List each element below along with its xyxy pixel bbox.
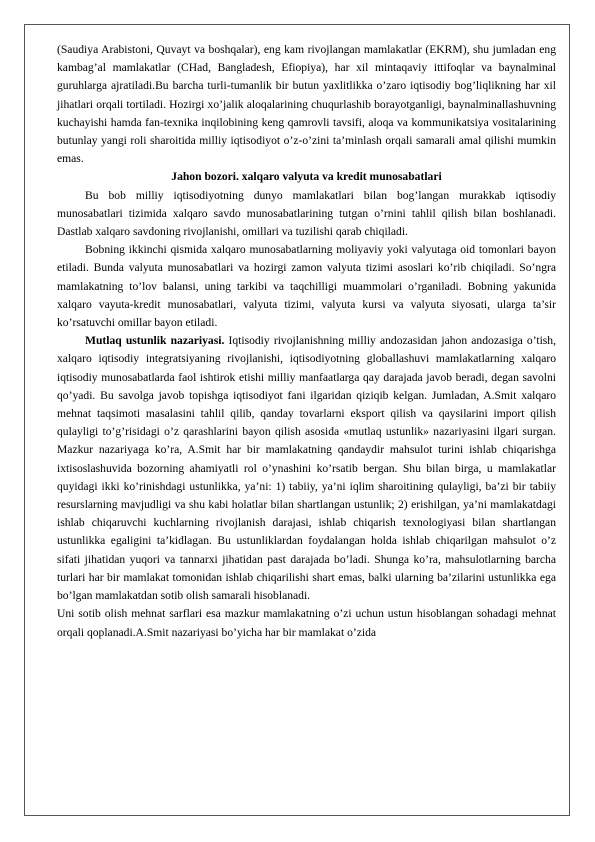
- term-absolute-advantage: Mutlaq ustunlik nazariyasi.: [85, 334, 225, 348]
- paragraph-continuation: Uni sotib olish mehnat sarflari esa mazkur mamlakatning o’zi uchun ustun hisoblangan sohadagi mehnat orqali qoplanadi.A.Smit nazariyasi bo’yicha har bir mamlakat o’zida: [57, 607, 556, 639]
- paragraph-chapter-second-part: Bobning ikkinchi qismida xalqaro munosabatlarning moliyaviy yoki valyutaga oid tomonlari bayon etiladi. Bunda valyuta munosabatlari va hozirgi zamon valyuta tizimi asoslari ko’rib chiqiladi. So’ngra mamlakatning to’lov balansi, uning tarkibi va taqchilligi muammolari o’rganiladi. Bobning yakunida xalqaro vayuta-kredit munosabatlari, valyuta tizimi, valyuta kursi va valyuta siyosati, ularga ta’sir ko’rsatuvchi omillar bayon etiladi.: [57, 243, 556, 330]
- paragraph-intro: (Saudiya Arabistoni, Quvayt va boshqalar), eng kam rivojlangan mamlakatlar (EKRM), shu jumladan eng kambag’al mamlakatlar (CHad, Bangladesh, Efiopiya), har xil mintaqaviy ittifoqlar va baynalminal guruhlarga ajratiladi.Bu barcha turli-tumanlik bir butun yaxlitlikka o’zaro iqtisodiy bog’liqlikning har xil jihatlari orqali tortiladi. Hozirgi xo’jalik aloqalarining chuqurlashib borayotganligi, baynalminallashuvning kuchayishi hamda fan-texnika inqilobining keng qamrovli tavsifi, aloqa va kommunikatsiya vositalarining butunlay yangi roli sharoitida milliy iqtisodiyot o’z-o’zini ta’minlash orqali samarali amal qilishi mumkin emas.: [57, 43, 556, 166]
- paragraph-absolute-advantage: [57, 332, 556, 605]
- section-heading: Jahon bozori. xalqaro valyuta va kredit munosabatlari: [171, 170, 442, 184]
- paragraph-chapter-overview: Bu bob milliy iqtisodiyotning dunyo mamlakatlari bilan bog’langan murakkab iqtisodiy munosabatlari tizimida xalqaro savdo munosabatlarining tutgan o’rnini tahlil qilish bilan boshlanadi. Dastlab xalqaro savdoning rivojlanishi, omillari va tuzilishi qarab chiqiladi.: [57, 188, 556, 239]
- paragraph-absolute-advantage-text: Iqtisodiy rivojlanishning milliy andozasidan jahon andozasiga o’tish, xalqaro iqtisodiy integratsiyaning rivojlanishi, iqtisodiyotning globallashuvi mamlakatlarning xalqaro iqtisodiy munosabatlarda faol ishtirok etishi milliy manfaatlarga qay darajada javob beradi, degan savolni qo’yadi. Bu savolga javob topishga iqtisodiyot fani ilgaridan qiziqib kelgan. Jumladan, A.Smit xalqaro mehnat taqsimoti masalasini tahlil qilib, qanday tovarlarni eksport qilish va qaysilarini import qilish qulayligi to’g’risidagi o’z qarashlarini bayon qilish asosida «mutlaq ustunlik» nazariyasini ilgari surgan. Mazkur nazariyaga ko’ra, A.Smit har bir mamlakatning qandaydir mahsulot turini ishlab chiqarishga ixtisoslashuvida bozorning ahamiyatli rol o’ynashini ko’rsatib bergan. Shu bilan birga, u mamlakatlar quyidagi ikki ko’rinishdagi ustunlikka, ya’ni: 1) tabiiy, ya’ni iqlim sharoitining qulayligi, ba’zi bir tabiiy resurslarning mavjudligi va shu kabi holatlar bilan shartlangan ustunlik; 2) erishilgan, ya’ni mamlakatdagi ishlab chiqaruvchi kuchlarning rivojlanish darajasi, ishlab chiqarish texnologiyasi bilan shartlangan ustunlikka egaligini ta’kidlagan. Bu ustunliklardan foydalangan holda ishlab chiqarilgan mahsulot o’z sifati jihatidan yuqori va tannarxi jihatidan past darajada bo’ladi. Shunga ko’ra, mahsulotlarning barcha turlari har bir mamlakat tomonidan ishlab chiqarilishi shart emas, balki ularning ba’zilarini ustunlikka ega bo’lgan mamlakatdan sotib olish samarali hisoblanadi.: [57, 334, 557, 603]
- document-body: [57, 41, 556, 642]
